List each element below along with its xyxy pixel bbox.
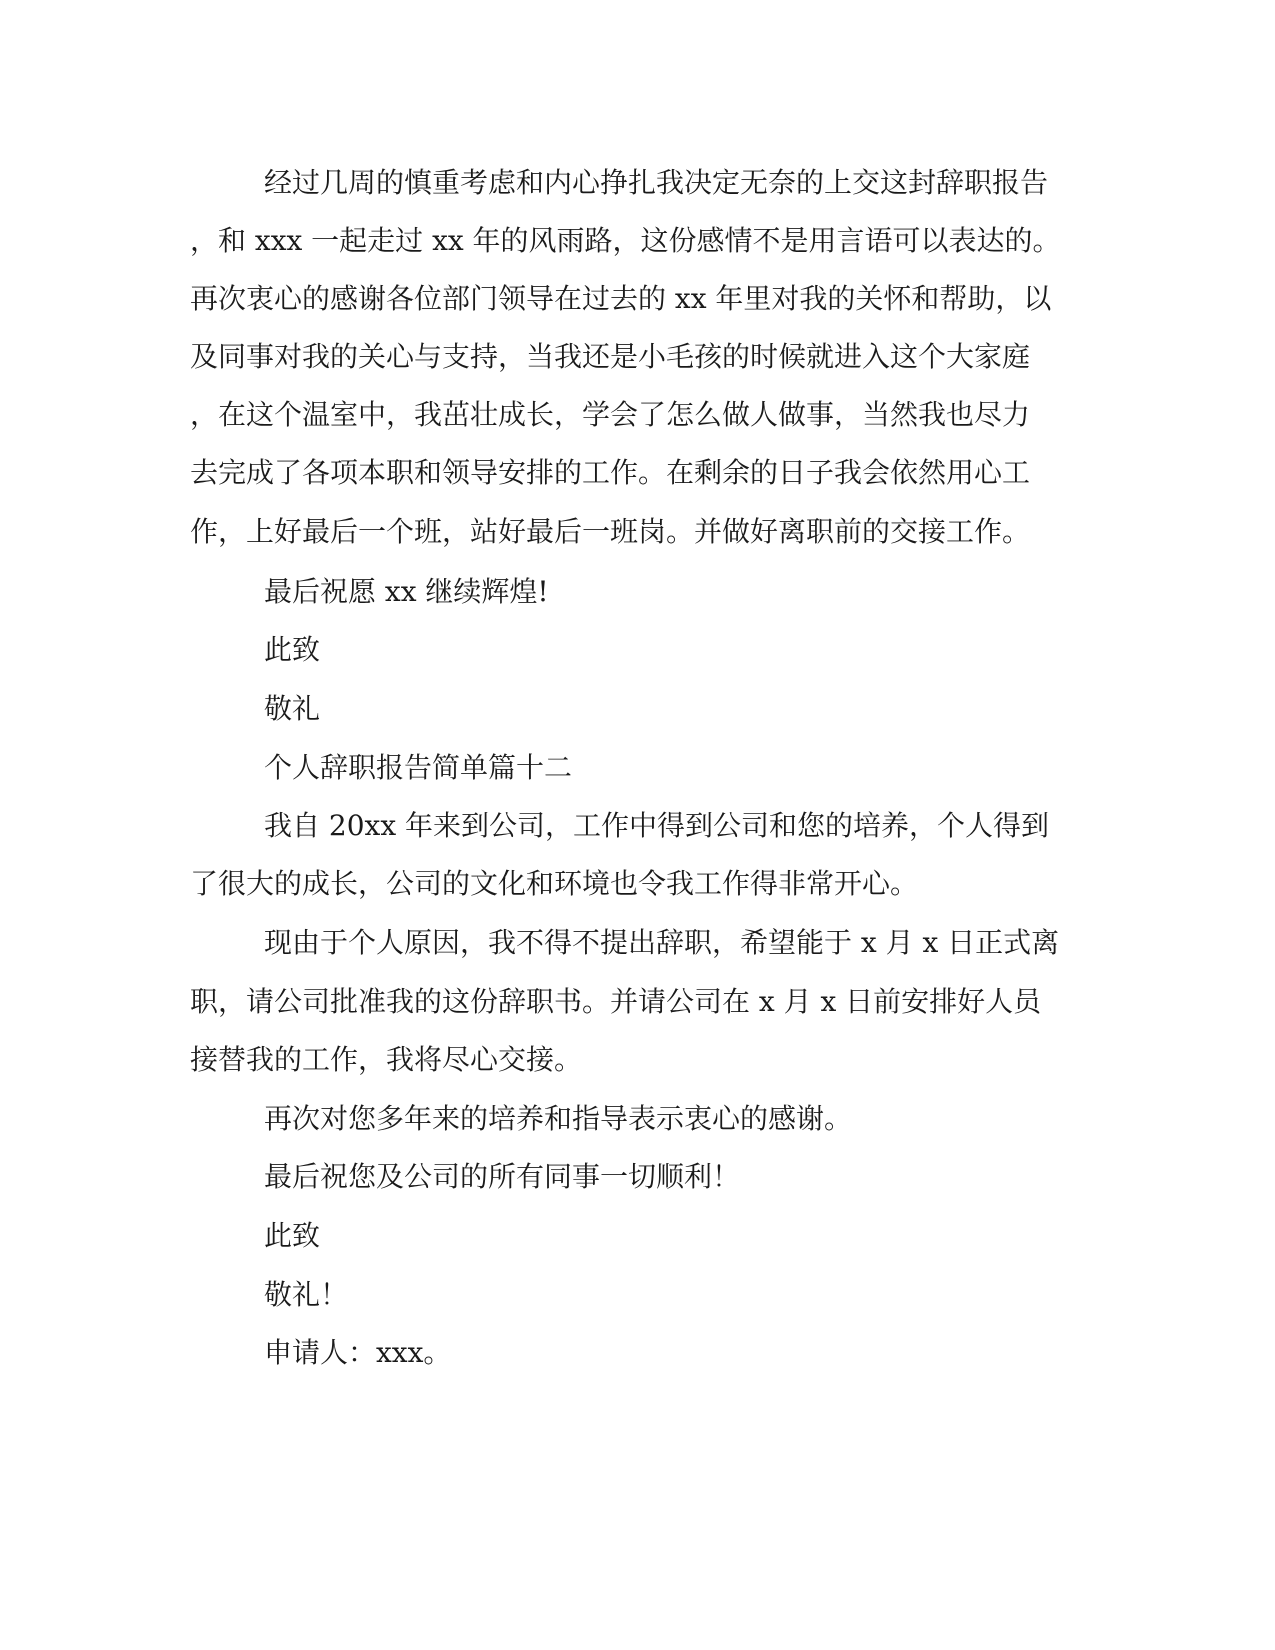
paragraph-line: 再次对您多年来的培养和指导表示衷心的感谢。 (264, 1102, 853, 1135)
paragraph-line: 我自 20xx 年来到公司，工作中得到公司和您的培养，个人得到 (264, 809, 1050, 842)
paragraph-line: 了很大的成长，公司的文化和环境也令我工作得非常开心。 (190, 867, 919, 900)
paragraph-line: 现由于个人原因，我不得不提出辞职，希望能于 x 月 x 日正式离 (264, 926, 1060, 959)
paragraph-line: 去完成了各项本职和领导安排的工作。在剩余的日子我会依然用心工 (190, 456, 1031, 489)
paragraph-line: 经过几周的慎重考虑和内心挣扎我决定无奈的上交这封辞职报告 (264, 166, 1049, 199)
paragraph-line: 再次衷心的感谢各位部门领导在过去的 xx 年里对我的关怀和帮助，以 (190, 282, 1052, 315)
paragraph-line: 及同事对我的关心与支持，当我还是小毛孩的时候就进入这个大家庭 (190, 340, 1031, 373)
paragraph-line: 职，请公司批准我的这份辞职书。并请公司在 x 月 x 日前安排好人员 (190, 985, 1042, 1018)
salutation-line: 此致 (264, 1219, 321, 1252)
applicant-signature: 申请人：xxx。 (264, 1336, 452, 1369)
salutation-line: 此致 (264, 633, 321, 666)
paragraph-line: 接替我的工作，我将尽心交接。 (190, 1043, 583, 1076)
salutation-line: 敬礼 (264, 692, 321, 725)
paragraph-line: ，在这个温室中，我茁壮成长，学会了怎么做人做事，当然我也尽力 (190, 398, 1031, 431)
paragraph-line: ，和 xxx 一起走过 xx 年的风雨路，这份感情不是用言语可以表达的。 (190, 224, 1061, 257)
closing-wish: 最后祝愿 xx 继续辉煌! (264, 575, 549, 608)
salutation-line: 敬礼！ (264, 1278, 349, 1311)
paragraph-line: 作，上好最后一个班，站好最后一班岗。并做好离职前的交接工作。 (190, 515, 1031, 548)
section-heading: 个人辞职报告简单篇十二 (264, 751, 573, 784)
closing-wish: 最后祝您及公司的所有同事一切顺利！ (264, 1160, 741, 1193)
